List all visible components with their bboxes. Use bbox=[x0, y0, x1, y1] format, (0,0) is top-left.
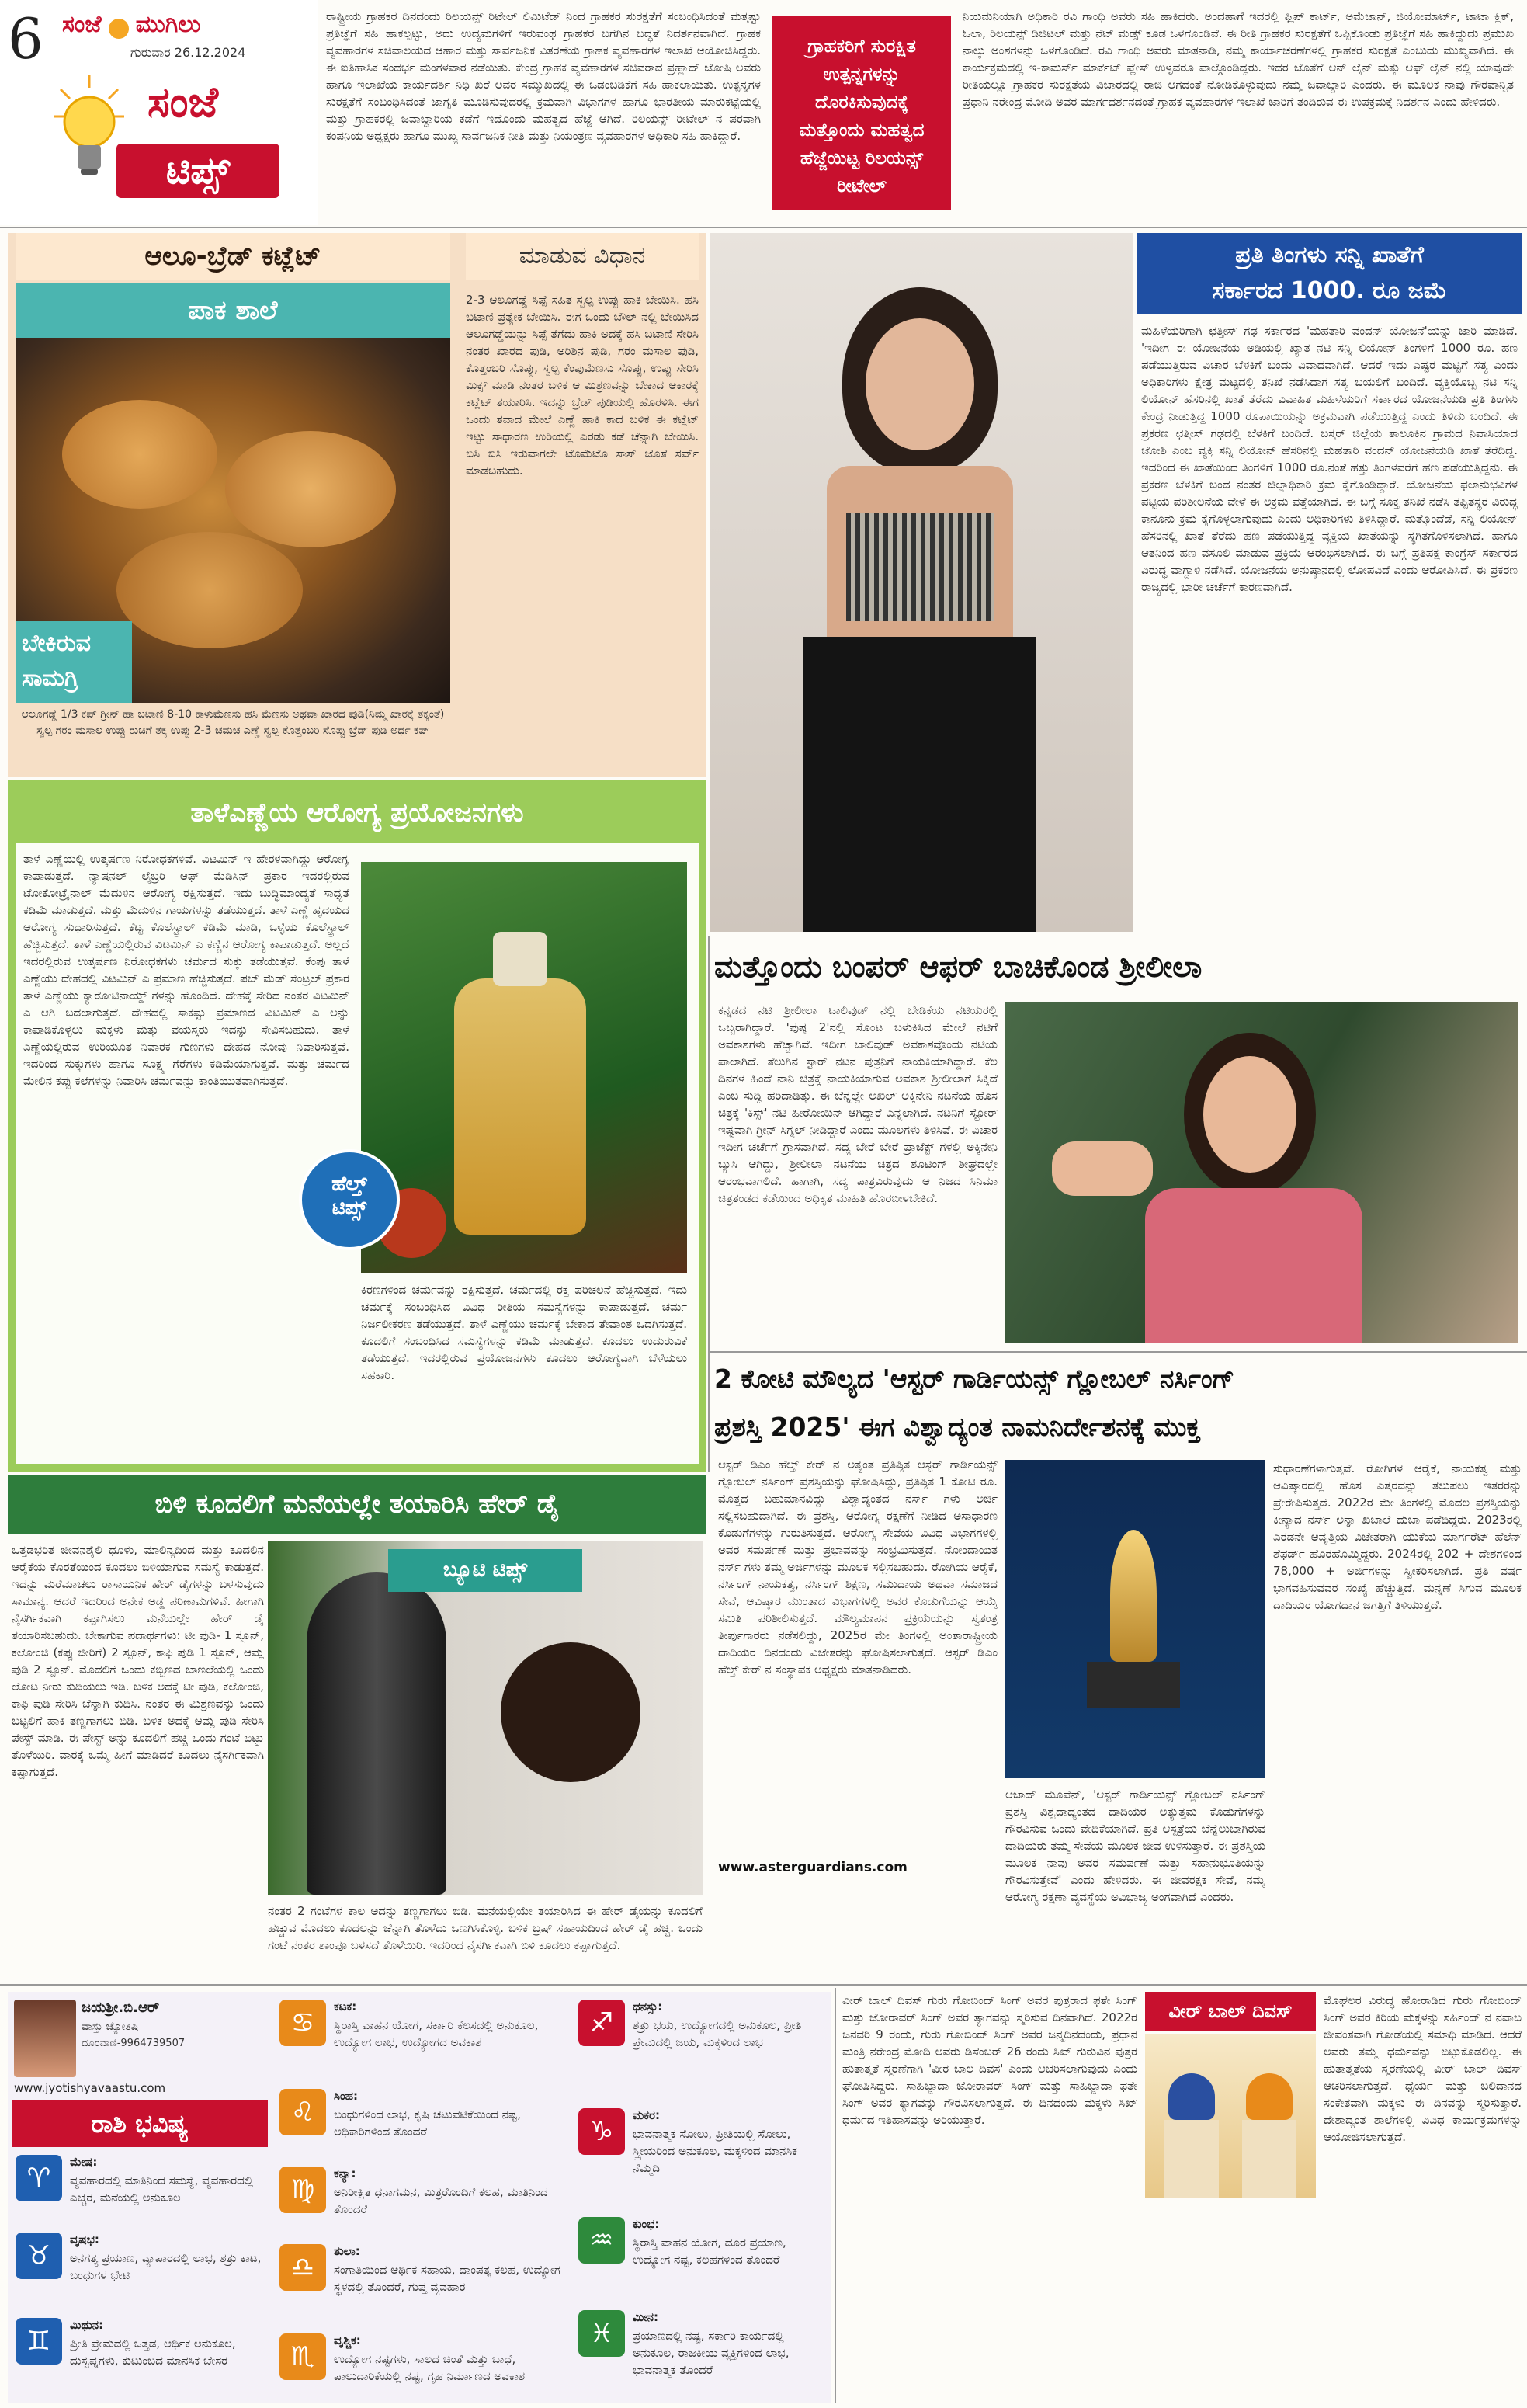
hair-photo bbox=[268, 1541, 703, 1895]
astrologer-role: ವಾಸ್ತು ಜ್ಯೋತಿಷಿ bbox=[82, 2021, 139, 2033]
virgo-icon: ♍ bbox=[279, 2167, 326, 2213]
veer-baal-body-2: ಮೊಘಲರ ವಿರುದ್ಧ ಹೋರಾಡಿದ ಗುರು ಗೋಬಿಂದ್ ಸಿಂಗ್ ಅವರ ಕಿರಿಯ ಮಕ್ಕಳನ್ನು ಸರ್ಹಿಂದ್ ನ ನವಾಬ ಜೀವಂತವಾಗಿ ಗೋಡೆಯಲ್ಲಿ ಸಮಾಧಿ ಮಾಡಿದ. ಆದರೆ ಅವರು ತಮ್ಮ ಧರ್ಮವನ್ನು ಬಿಟ್ಟುಕೊಡಲಿಲ್ಲ. ಈ ಹುತಾತ್ಮತೆಯ ಸ್ಮರಣೆಯಲ್ಲಿ ವೀರ್ ಬಾಲ್ ದಿವಸ್ ಆಚರಿಸಲಾಗುತ್ತದೆ. ಧೈರ್ಯ ಮತ್ತು ಬಲಿದಾನದ ಸಂಕೇತವಾಗಿ ಮಕ್ಕಳು ಈ ದಿನವನ್ನು ಸ್ಮರಿಸುತ್ತಾರೆ. ದೇಶಾದ್ಯಂತ ಶಾಲೆಗಳಲ್ಲಿ ವಿವಿಧ ಕಾರ್ಯಕ್ರಮಗಳನ್ನು ಆಯೋಜಿಸಲಾಗುತ್ತದೆ. bbox=[1324, 1993, 1522, 2144]
section-title-1: ಸಂಜೆ bbox=[147, 78, 219, 127]
gemini-text: ಪ್ರೀತಿ ಪ್ರೇಮದಲ್ಲಿ ಒತ್ತಡ, ಆರ್ಥಿಕ ಅನುಕೂಲ, ದುಸ್ವಪ್ನಗಳು, ಕುಟುಂಬದ ಮಾನಸಿಕ ಬೇಸರ bbox=[70, 2337, 236, 2368]
taurus-name: ವೃಷಭ: bbox=[70, 2233, 99, 2246]
award-photo bbox=[1005, 1460, 1265, 1778]
recipe-kitchen-label: ಪಾಕ ಶಾಲೆ bbox=[16, 283, 450, 338]
lightbulb-icon bbox=[54, 74, 124, 182]
scorpio-name: ವೃಶ್ಚಿಕ: bbox=[334, 2333, 361, 2347]
libra-text: ಸಂಗಾತಿಯಿಂದ ಆರ್ಥಿಕ ಸಹಾಯ, ದಾಂಪತ್ಯ ಕಲಹ, ಉದ್ಯೋಗ ಸ್ಥಳದಲ್ಲಿ ತೊಂದರೆ, ಗುಪ್ತ ವ್ಯವಹಾರ bbox=[334, 2263, 561, 2294]
hair-dye-body-2: ನಂತರ 2 ಗಂಟೆಗಳ ಕಾಲ ಅದನ್ನು ತಣ್ಣಗಾಗಲು ಬಿಡಿ. ಮನೆಯಲ್ಲಿಯೇ ತಯಾರಿಸಿದ ಈ ಹೇರ್ ಡೈಯನ್ನು ಕೂದಲಿಗೆ ಹಚ್ಚುವ ಮೊದಲು ಕೂದಲನ್ನು ಚೆನ್ನಾಗಿ ತೊಳೆದು ಒಣಗಿಸಿಕೊಳ್ಳಿ. ಬಳಿಕ ಬ್ರಷ್ ಸಹಾಯದಿಂದ ಹೇರ್ ಡೈ ಹಚ್ಚಿ. ಒಂದು ಗಂಟೆ ನಂತರ ಶಾಂಪೂ ಬಳಸದೆ ತೊಳೆಯಿರಿ. ಇದರಿಂದ ನೈಸರ್ಗಿಕವಾಗಿ ಬಿಳಿ ಕೂದಲು ಕಪ್ಪಾಗುತ್ತದೆ. bbox=[268, 1904, 703, 1952]
aquarius-name: ಕುಂಭ: bbox=[633, 2217, 660, 2231]
astrologer-name: ಜಯಶ್ರೀ.ಬಿ.ಆರ್ bbox=[82, 2000, 160, 2016]
aster-body-3: ಸುಧಾರಣೆಗಳಾಗುತ್ತವೆ. ರೋಗಿಗಳ ಆರೈಕೆ, ನಾಯಕತ್ವ ಮತ್ತು ಆವಿಷ್ಕಾರದಲ್ಲಿ ಹೊಸ ಎತ್ತರವನ್ನು ತಲುಪಲು ಇತರರನ್ನು ಪ್ರೇರೇಪಿಸುತ್ತದೆ. 2022ರ ಮೇ ತಿಂಗಳಲ್ಲಿ ಮೊದಲ ಪ್ರಶಸ್ತಿಯನ್ನು ಕೀನ್ಯಾದ ನರ್ಸ್ ಅನ್ನಾ ಖಬಾಲೆ ದುಬಾ ಪಡೆದಿದ್ದರು. 2023ರಲ್ಲಿ ಎರಡನೇ ಆವೃತ್ತಿಯ ವಿಜೇತರಾಗಿ ಯುಕೆಯ ಮಾರ್ಗರೆಟ್ ಹೆಲೆನ್ ಶೆಫರ್ಡ್ ಹೊರಹೊಮ್ಮಿದ್ದರು. 2024ರಲ್ಲಿ 202 + ದೇಶಗಳಿಂದ 78,000 + ಅರ್ಜಿಗಳನ್ನು ಸ್ವೀಕರಿಸಲಾಗಿದೆ. ಪ್ರತಿ ವರ್ಷ ಭಾಗವಹಿಸುವವರ ಸಂಖ್ಯೆ ಹೆಚ್ಚುತ್ತಿದೆ. ಮನ್ನಣೆ ಸಿಗುವ ಮೂಲಕ ದಾದಿಯರ ಯೋಗದಾನ ಜಗತ್ತಿಗೆ ತಿಳಿಯುತ್ತದೆ. bbox=[1273, 1461, 1522, 1612]
paper-name-1: ಸಂಜೆ bbox=[62, 11, 102, 38]
veer-baal-headline: ವೀರ್ ಬಾಲ್ ದಿವಸ್ bbox=[1145, 1992, 1316, 2031]
divider bbox=[710, 1351, 1527, 1353]
leo-name: ಸಿಂಹ: bbox=[334, 2089, 359, 2103]
aquarius-icon: ♒ bbox=[578, 2217, 625, 2264]
top-article-headline bbox=[772, 16, 951, 210]
hair-dye-headline: ಬಿಳಿ ಕೂದಲಿಗೆ ಮನೆಯಲ್ಲೇ ತಯಾರಿಸಿ ಹೇರ್ ಡೈ bbox=[8, 1475, 706, 1534]
sarkar-article-body: ಮಹಿಳೆಯರಿಗಾಗಿ ಛತ್ತೀಸ್ ಗಢ ಸರ್ಕಾರದ 'ಮಹತಾರಿ ವಂದನ್ ಯೋಜನೆ'ಯನ್ನು ಜಾರಿ ಮಾಡಿದೆ. 'ಇದೀಗ ಈ ಯೋಜನೆಯ ಅಡಿಯಲ್ಲಿ ಖ್ಯಾತ ನಟಿ ಸನ್ನಿ ಲಿಯೋನ್ ತಿಂಗಳಿಗೆ 1000 ರೂ. ಹಣ ಪಡೆಯುತ್ತಿರುವ ವಿಚಾರ ಬೆಳಕಿಗೆ ಬಂದು ವಿವಾದವಾಗಿದೆ. ಆದರೆ ಇದು ಎಷ್ಟರ ಮಟ್ಟಿಗೆ ಸತ್ಯ ಎಂದು ಅಧಿಕಾರಿಗಳು ಕ್ಷೇತ್ರ ಮಟ್ಟದಲ್ಲಿ ತನಿಖೆ ನಡೆಸಿದಾಗ ಸತ್ಯ ಬಯಲಿಗೆ ಬಂದಿದೆ. ವ್ಯಕ್ತಿಯೊಬ್ಬ ನಟಿ ಸನ್ನಿ ಲಿಯೋನ್ ಹೆಸರಿನಲ್ಲಿ ಖಾತೆ ತೆರೆದು ವಿವಾಹಿತ ಮಹಿಳೆಯರಿಗೆ ಸರ್ಕಾರದ ಯೋಜನೆಯಡಿ ಪ್ರತಿ ತಿಂಗಳು ಕೇಂದ್ರ ನೀಡುತ್ತಿದ್ದ 1000 ರೂಪಾಯಿಯನ್ನು ಅಕ್ರಮವಾಗಿ ಪಡೆಯುತ್ತಿದ್ದ ಎಂದು ತಿಳಿದು ಬಂದಿದೆ. ಈ ಪ್ರಕರಣ ಛತ್ತೀಸ್ ಗಢದಲ್ಲಿ ಬೆಳಕಿಗೆ ಬಂದಿದೆ. ಬಸ್ತರ್ ಜಿಲ್ಲೆಯ ತಾಲೂಕಿನ ಗ್ರಾಮದ ನಿವಾಸಿಯಾದ ಜೋಶಿ ಎಂಬ ವ್ಯಕ್ತಿ ಸನ್ನಿ ಲಿಯೋನ್ ಹೆಸರಿನಲ್ಲಿ ಮಹತಾರಿ ವಂದನ್ ಯೋಜನೆಯಡಿ ಖಾತೆ ತೆರೆದಿದ್ದ. ಇದರಿಂದ ಈ ಖಾತೆಯಿಂದ ತಿಂಗಳಿಗೆ 1000 ರೂ.ನಂತೆ ಹತ್ತು ತಿಂಗಳವರೆಗೆ ಹಣ ಪಡೆಯುತ್ತಿದ್ದನು. ಈ ಪ್ರಕರಣ ಬೆಳಕಿಗೆ ಬಂದ ನಂತರ ಜಿಲ್ಲಾಧಿಕಾರಿ ಕ್ರಮ ಕೈಗೊಂಡಿದ್ದಾರೆ. ಯೋಜನೆಯ ಫಲಾನುಭವಿಗಳ ಪಟ್ಟಿಯ ಪರಿಶೀಲನೆಯ ವೇಳೆ ಈ ಅಕ್ರಮ ಪತ್ತೆಯಾಗಿದೆ. ಈ ಬಗ್ಗೆ ಸೂಕ್ತ ತನಿಖೆ ನಡೆಸಿ ತಪ್ಪಿತಸ್ಥರ ವಿರುದ್ಧ ಕಾನೂನು ಕ್ರಮ ಕೈಗೊಳ್ಳಲಾಗುವುದು ಎಂದು ಅಧಿಕಾರಿಗಳು ತಿಳಿಸಿದ್ದಾರೆ. ಮತ್ತೊಂದೆಡೆ, ಸನ್ನಿ ಲಿಯೋನ್ ಹೆಸರಿನಲ್ಲಿ ಖಾತೆ ತೆರೆದು ಹಣ ಪಡೆಯುತ್ತಿದ್ದ ವ್ಯಕ್ತಿಯ ಖಾತೆಯನ್ನು ಸ್ಥಗಿತಗೊಳಿಸಲಾಗಿದೆ. ಹಾಗೂ ಆತನಿಂದ ಹಣ ವಸೂಲಿ ಮಾಡುವ ಪ್ರಕ್ರಿಯೆ ಆರಂಭಿಸಲಾಗಿದೆ. ಈ ಬಗ್ಗೆ ಪ್ರತಿಪಕ್ಷ ಕಾಂಗ್ರೆಸ್ ಸರ್ಕಾರದ ವಿರುದ್ಧ ವಾಗ್ದಾಳಿ ನಡೆಸಿದೆ. ಯೋಜನೆಯ ಅನುಷ್ಠಾನದಲ್ಲಿ ಲೋಪವಿದೆ ಎಂದು ಆರೋಪಿಸಿದೆ. ಈ ಪ್ರಕರಣ ರಾಜ್ಯದಲ್ಲಿ ಭಾರೀ ಚರ್ಚೆಗೆ ಕಾರಣವಾಗಿದೆ. bbox=[1141, 324, 1518, 594]
palm-oil-headline: ತಾಳೆಎಣ್ಣೆಯ ಆರೋಗ್ಯ ಪ್ರಯೋಜನಗಳು bbox=[190, 797, 524, 829]
leo-icon: ♌ bbox=[279, 2089, 326, 2135]
pisces-name: ಮೀನ: bbox=[633, 2310, 658, 2324]
astrologer-website[interactable]: www.jyotishyavaastu.com bbox=[14, 2081, 166, 2095]
aster-headline-1: 2 ಕೋಟಿ ಮೌಲ್ಯದ 'ಆಸ್ಟರ್ ಗಾರ್ಡಿಯನ್ಸ್ ಗ್ಲೋಬಲ್ ನರ್ಸಿಂಗ್ bbox=[714, 1364, 1235, 1394]
health-tips-badge bbox=[299, 1149, 400, 1250]
aries-icon: ♈ bbox=[16, 2155, 62, 2201]
sun-icon bbox=[109, 19, 129, 39]
top-article-col-1: ರಾಷ್ಟ್ರೀಯ ಗ್ರಾಹಕರ ದಿನದಂದು ರಿಲಯನ್ಸ್ ರಿಟೇಲ್ ಲಿಮಿಟೆಡ್ ನಿಂದ ಗ್ರಾಹಕರ ಸುರಕ್ಷತೆಗೆ ಸಂಬಂಧಿಸಿದಂತೆ ಮತ್ತಷ್ಟು ಪ್ರತಿಜ್ಞೆಗೆ ಸಹಿ ಹಾಕಲ್ಪಟ್ಟು, ಅದು ಉದ್ಯಮಗಳಿಗೆ ಇರುವಂಥ ಗ್ರಾಹಕರ ಬಗೆಗಿನ ಬದ್ಧತೆ ನಿದರ್ಶನವಾಗಿದೆ. ಗ್ರಾಹಕ ವ್ಯವಹಾರಗಳ ಸಚಿವಾಲಯದ ಆಹಾರ ಮತ್ತು ಸಾರ್ವಜನಿಕ ವಿತರಣೆಯ ಗ್ರಾಹಕ ವ್ಯವಹಾರಗಳ ಇಲಾಖೆ ಆಯೋಜಿಸಿದ್ದರು. ಈ ಐತಿಹಾಸಿಕ ಸಂದರ್ಭ ಮಂಗಳವಾರ ನಡೆಯಿತು. ಕೇಂದ್ರ ಗ್ರಾಹಕ ವ್ಯವಹಾರಗಳ ಸಚಿವರಾದ ಪ್ರಹ್ಲಾದ್ ಜೋಷಿ ಅವರು ಹಾಗೂ ಇಲಾಖೆಯ ಕಾರ್ಯದರ್ಶಿ ನಿಧಿ ಖರೆ ಅವರ ಸಮ್ಮುಖದಲ್ಲಿ ಈ ಒಡಂಬಡಿಕೆಗೆ ಸಹಿ ಹಾಕಲಾಯಿತು. ಉತ್ಪನ್ನಗಳ ಸುರಕ್ಷತೆಗೆ ಸಂಬಂಧಿಸಿದಂತೆ ಜಾಗೃತಿ ಮೂಡಿಸುವುದರಲ್ಲಿ ಕ್ರಮವಾಗಿ ವಿಭಾಗಗಳ ಹಾಗೂ ಭಾರತೀಯ ಮಾರುಕಟ್ಟೆಯಲ್ಲಿ ಮತ್ತು ಗ್ರಾಹಕರಲ್ಲಿ ಜವಾಬ್ದಾರಿಯ ಕಡೆಗೆ ಇದೊಂದು ಮಹತ್ವದ ಹೆಜ್ಜೆ ಆಗಿದೆ. ರಿಲಯನ್ಸ್ ರೀಟೇಲ್ ನ ಪರವಾಗಿ ಕಂಪನಿಯ ಅಧ್ಯಕ್ಷರು ಹಾಗೂ ಮುಖ್ಯ ಸಾರ್ವಜನಿಕ ನೀತಿ ಮತ್ತು ನಿಯಂತ್ರಣ ವ್ಯವಹಾರಗಳ ಅಧಿಕಾರಿ ಸಹಿ ಹಾಕಿದ್ದಾರೆ. bbox=[326, 9, 761, 143]
aries-text: ವ್ಯವಹಾರದಲ್ಲಿ ಮಾತಿನಿಂದ ಸಮಸ್ಯೆ, ವ್ಯವಹಾರದಲ್ಲಿ ಎಚ್ಚರ, ಮನೆಯಲ್ಲಿ ಅನುಕೂಲ bbox=[70, 2173, 254, 2205]
cancer-icon: ♋ bbox=[279, 2000, 326, 2046]
sreeleela-headline: ಮತ್ತೊಂದು ಬಂಪರ್ ಆಫರ್ ಬಾಚಿಕೊಂಡ ಶ್ರೀಲೀಲಾ bbox=[714, 950, 1203, 984]
virgo-text: ಅನಿರೀಕ್ಷಿತ ಧನಾಗಮನ, ಮಿತ್ರರೊಂದಿಗೆ ಕಲಹ, ಮಾತಿನಿಂದ ತೊಂದರೆ bbox=[334, 2185, 548, 2216]
aquarius-text: ಸ್ಥಿರಾಸ್ತಿ ವಾಹನ ಯೋಗ, ದೂರ ಪ್ರಯಾಣ, ಉದ್ಯೋಗ ನಷ್ಟ, ಕಲಹಗಳಿಂದ ತೊಂದರೆ bbox=[633, 2236, 786, 2267]
sarkar-article-headline bbox=[1137, 233, 1522, 314]
cancer-text: ಸ್ಥಿರಾಸ್ತಿ ವಾಹನ ಯೋಗ, ಸರ್ಕಾರಿ ಕೆಲಸದಲ್ಲಿ ಅನುಕೂಲ, ಉದ್ಯೋಗ ಲಾಭ, ಉದ್ಯೋಗದ ಅವಕಾಶ bbox=[334, 2018, 539, 2049]
actress-photo-sreeleela bbox=[1005, 1002, 1518, 1343]
recipe-title: ಆಲೂ-ಬ್ರೆಡ್ ಕಟ್ಲೆಟ್ bbox=[16, 233, 450, 280]
sagittarius-icon: ♐ bbox=[578, 2000, 625, 2046]
gemini-name: ಮಿಥುನ: bbox=[70, 2318, 104, 2332]
sagittarius-text: ಶತ್ರು ಭಯ, ಉದ್ಯೋಗದಲ್ಲಿ ಅನುಕೂಲ, ಪ್ರೀತಿ ಪ್ರೇಮದಲ್ಲಿ ಜಯ, ಮಕ್ಕಳಿಂದ ಲಾಭ bbox=[633, 2018, 802, 2049]
scorpio-icon: ♏ bbox=[279, 2333, 326, 2380]
aster-body-1: ಆಸ್ಟರ್ ಡಿಎಂ ಹೆಲ್ತ್ ಕೇರ್ ನ ಅತ್ಯಂತ ಪ್ರತಿಷ್ಠಿತ ಆಸ್ಟರ್ ಗಾರ್ಡಿಯನ್ಸ್ ಗ್ಲೋಬಲ್ ನರ್ಸಿಂಗ್ ಪ್ರಶಸ್ತಿಯನ್ನು ಘೋಷಿಸಿದ್ದು, ಪ್ರತಿಷ್ಠಿತ 1 ಕೋಟಿ ರೂ. ಮೊತ್ತದ ಬಹುಮಾನವಿದ್ದು ವಿಶ್ವಾದ್ಯಂತದ ನರ್ಸ್ ಗಳು ಅರ್ಜಿ ಸಲ್ಲಿಸಬಹುದಾಗಿದೆ. ಈ ಪ್ರಶಸ್ತಿ, ಆರೋಗ್ಯ ರಕ್ಷಣೆಗೆ ನೀಡಿದ ಅಸಾಧಾರಣ ಕೊಡುಗೆಗಳನ್ನು ಗುರುತಿಸುತ್ತದೆ. ಆರೋಗ್ಯ ಸೇವೆಯ ವಿವಿಧ ವಿಭಾಗಗಳಲ್ಲಿ ಅವರ ಸಮರ್ಪಣೆ ಮತ್ತು ಪ್ರಭಾವವನ್ನು ಸಂಭ್ರಮಿಸುತ್ತದೆ. ನೋಂದಾಯಿತ ನರ್ಸ್ ಗಳು ತಮ್ಮ ಅರ್ಜಿಗಳನ್ನು ಮೂಲಕ ಸಲ್ಲಿಸಬಹುದು. ರೋಗಿಯ ಆರೈಕೆ, ನರ್ಸಿಂಗ್ ನಾಯಕತ್ವ, ನರ್ಸಿಂಗ್ ಶಿಕ್ಷಣ, ಸಮುದಾಯ ಅಥವಾ ಸಮಾಜದ ಸೇವೆ, ಆವಿಷ್ಕಾರ ಮುಂತಾದ ವಿಭಾಗಗಳಲ್ಲಿ ಅವರ ಕೊಡುಗೆಯನ್ನು ಆಯ್ಕೆ ಸಮಿತಿ ಪರಿಶೀಲಿಸುತ್ತದೆ. ಮೌಲ್ಯಮಾಪನ ಪ್ರಕ್ರಿಯೆಯನ್ನು ಸ್ವತಂತ್ರ ತೀರ್ಪುಗಾರರು ನಡೆಸಲಿದ್ದು, 2025ರ ಮೇ ತಿಂಗಳಲ್ಲಿ ಅಂತಾರಾಷ್ಟ್ರೀಯ ದಾದಿಯರ ದಿನದಂದು ವಿಜೇತರನ್ನು ಘೋಷಿಸಲಾಗುತ್ತದೆ. ಆಸ್ಟರ್ ಡಿಎಂ ಹೆಲ್ತ್ ಕೇರ್ ನ ಸಂಸ್ಥಾಪಕ ಅಧ್ಯಕ್ಷರು ಮಾತನಾಡಿದರು. bbox=[718, 1458, 998, 1677]
section-title-2: ಟಿಪ್ಸ್ bbox=[116, 144, 279, 198]
paper-logo bbox=[62, 11, 311, 42]
capricorn-text: ಭಾವನಾತ್ಮಕ ಸೋಲು, ಪ್ರೀತಿಯಲ್ಲಿ ಸೋಲು, ಸ್ತ್ರೀಯರಿಂದ ಅನುಕೂಲ, ಮಕ್ಕಳಿಂದ ಮಾನಸಿಕ ನೆಮ್ಮದಿ bbox=[633, 2127, 798, 2175]
aster-website[interactable]: www.asterguardians.com bbox=[718, 1860, 908, 1875]
sreeleela-body: ಕನ್ನಡದ ನಟಿ ಶ್ರೀಲೀಲಾ ಟಾಲಿವುಡ್ ನಲ್ಲಿ ಬೇಡಿಕೆಯ ನಟಿಯರಲ್ಲಿ ಒಬ್ಬರಾಗಿದ್ದಾರೆ. 'ಪುಷ್ಪ 2'ನಲ್ಲಿ ಸೊಂಟ ಬಳುಕಿಸಿದ ಮೇಲೆ ನಟಿಗೆ ಅವಕಾಶಗಳು ಹೆಚ್ಚಾಗಿವೆ. ಇದೀಗ ಬಾಲಿವುಡ್ ಅವಕಾಶವೊಂದು ನಟಿಯ ಪಾಲಾಗಿದೆ. ತೆಲುಗಿನ ಸ್ಟಾರ್ ನಟನ ಪುತ್ರನಿಗೆ ನಾಯಕಿಯಾಗಿದ್ದಾರೆ. ಕೆಲ ದಿನಗಳ ಹಿಂದೆ ನಾನಿ ಚಿತ್ರಕ್ಕೆ ನಾಯಕಿಯಾಗುವ ಅವಕಾಶ ಶ್ರೀಲೀಲಾಗೆ ಸಿಕ್ಕಿದೆ ಎಂಬ ಸುದ್ದಿ ಹರಿದಾಡಿತ್ತು. ಈ ಬೆನ್ನಲ್ಲೇ ಅಖಿಲ್ ಅಕ್ಕಿನೇನಿ ನಟನೆಯ ಹೊಸ ಚಿತ್ರಕ್ಕೆ 'ಕಿಸ್ಸ್' ನಟಿ ಹೀರೋಯಿನ್ ಆಗಿದ್ದಾರೆ ಎನ್ನಲಾಗಿದೆ. ನಟನಿಗೆ ಸ್ಟೋರ್ ಇಷ್ಟವಾಗಿ ಗ್ರೀನ್ ಸಿಗ್ನಲ್ ನೀಡಿದ್ದಾರೆ ಎಂದು ಮೂಲಗಳು ತಿಳಿಸಿವೆ. ಈ ವಿಚಾರ ಇದೀಗ ಚರ್ಚೆಗೆ ಗ್ರಾಸವಾಗಿದೆ. ಸದ್ಯ ಬೇರೆ ಬೇರೆ ಪ್ರಾಜೆಕ್ಟ್ ಗಳಲ್ಲಿ ಅಕ್ಕಿನೇನಿ ಬ್ಯುಸಿ ಆಗಿದ್ದು, ಶ್ರೀಲೀಲಾ ನಟನೆಯ ಚಿತ್ರದ ಶೂಟಿಂಗ್ ಶೀಘ್ರದಲ್ಲೇ ಆರಂಭವಾಗಲಿದೆ. ಹಾಗಾಗಿ, ಸದ್ಯ ಪಾತ್ರವಿರುವುದು ಆ ನಿಜದ ಸಿನಿಮಾ ಚಿತ್ರತಂಡದ ಕಡೆಯಿಂದ ಅಧಿಕೃತ ಮಾಹಿತಿ ಹೊರಬೀಳಬೇಕಿದೆ. bbox=[718, 1003, 998, 1205]
palm-oil-body-1: ತಾಳೆ ಎಣ್ಣೆಯಲ್ಲಿ ಉತ್ಕರ್ಷಣ ನಿರೋಧಕಗಳಿವೆ. ವಿಟಮಿನ್ ಇ ಹೇರಳವಾಗಿದ್ದು ಆರೋಗ್ಯ ಕಾಪಾಡುತ್ತದೆ. ನ್ಯಾಷನಲ್ ಲೈಬ್ರರಿ ಆಫ್ ಮೆಡಿಸಿನ್ ಪ್ರಕಾರ ಇದರಲ್ಲಿರುವ ಟೋಕೋಟ್ರೈನಾಲ್ ಮೆದುಳಿನ ಆರೋಗ್ಯ ರಕ್ಷಿಸುತ್ತದೆ. ಇದು ಬುದ್ಧಿಮಾಂದ್ಯತೆ ಸಾಧ್ಯತೆ ಕಡಿಮೆ ಮಾಡುತ್ತದೆ. ಮತ್ತು ಮೆದುಳಿನ ಗಾಯಗಳನ್ನು ತಡೆಯುತ್ತದೆ. ತಾಳೆ ಎಣ್ಣೆ ಹೃದಯದ ಆರೋಗ್ಯ ಸುಧಾರಿಸುತ್ತದೆ. ಕೆಟ್ಟ ಕೊಲೆಸ್ಟ್ರಾಲ್ ಕಡಿಮೆ ಮಾಡಿ, ಒಳ್ಳೆಯ ಕೊಲೆಸ್ಟ್ರಾಲ್ ಹೆಚ್ಚಿಸುತ್ತದೆ. ತಾಳೆ ಎಣ್ಣೆಯಲ್ಲಿರುವ ವಿಟಮಿನ್ ಎ ಕಣ್ಣಿನ ಆರೋಗ್ಯ ಕಾಪಾಡುತ್ತದೆ. ಅಲ್ಲದೆ ಇದರಲ್ಲಿರುವ ಉತ್ಕರ್ಷಣ ನಿರೋಧಕಗಳು ಚರ್ಮದ ಸುಕ್ಕು ತಡೆಯುತ್ತವೆ. ಕೆಂಪು ತಾಳೆ ಎಣ್ಣೆಯು ದೇಹದಲ್ಲಿ ವಿಟಮಿನ್ ಎ ಪ್ರಮಾಣ ಹೆಚ್ಚಿಸುತ್ತದೆ. ಪಬ್ ಮೆಡ್ ಸೆಂಟ್ರಲ್ ಪ್ರಕಾರ ತಾಳೆ ಎಣ್ಣೆಯು ಕ್ಯಾರೋಟಿನಾಯ್ಡ್ ಗಳನ್ನು ಹೊಂದಿದೆ. ದೇಹಕ್ಕೆ ಸೇರಿದ ನಂತರ ವಿಟಮಿನ್ ಎ ಆಗಿ ಬದಲಾಗುತ್ತದೆ. ದೇಹದಲ್ಲಿ ಸಾಕಷ್ಟು ಪ್ರಮಾಣದ ವಿಟಮಿನ್ ಎ ಅನ್ನು ಕಾಪಾಡಿಕೊಳ್ಳಲು ಮಕ್ಕಳು ಮತ್ತು ವಯಸ್ಕರು ಇದನ್ನು ಸೇವಿಸಬಹುದು. ತಾಳೆ ಎಣ್ಣೆಯಲ್ಲಿರುವ ಉರಿಯೂತ ನಿವಾರಕ ಗುಣಗಳು ದೇಹದ ನೋವು ನಿವಾರಿಸುತ್ತವೆ. ಇದರಿಂದ ಸುಕ್ಕುಗಳು ಹಾಗೂ ಸೂಕ್ಷ್ಮ ಗೆರೆಗಳು ಕಡಿಮೆಯಾಗುತ್ತವೆ. ಮತ್ತು ಚರ್ಮದ ಮೇಲಿನ ಕಪ್ಪು ಕಲೆಗಳನ್ನು ನಿವಾರಿಸಿ ಚರ್ಮವನ್ನು ಕಾಂತಿಯುತವಾಗಿಸುತ್ತದೆ. bbox=[23, 852, 349, 1088]
gemini-icon: ♊ bbox=[16, 2318, 62, 2365]
top-article-col-2: ನಿಯಮನಿಯಾಗಿ ಅಧಿಕಾರಿ ರವಿ ಗಾಂಧಿ ಅವರು ಸಹಿ ಹಾಕಿದರು. ಅಂದಹಾಗೆ ಇದರಲ್ಲಿ ಫ್ಲಿಪ್ ಕಾರ್ಟ್, ಅಮೆಜಾನ್, ಜಿಯೋಮಾರ್ಟ್, ಟಾಟಾ ಕ್ಲಿಕ್, ಓಲಾ, ರಿಲಯನ್ಸ್ ಡಿಜಿಟಲ್ ಮತ್ತು ನೆಟ್ ಮೆಡ್ಸ್ ಕೂಡ ಒಳಗೊಂಡಿವೆ. ಈ ರೀತಿ ಗ್ರಾಹಕರ ಸುರಕ್ಷತೆಗೆ ಒಪ್ಪಿಕೊಂಡು ಪ್ರತಿಜ್ಞೆಗೆ ಸಹಿ ಹಾಕಿದ್ದುದು ಪ್ರಮುಖ ನಾಲ್ಕು ಅಂಶಗಳನ್ನು ಒಳಗೊಂಡಿದೆ. ರವಿ ಗಾಂಧಿ ಅವರು ಮಾತನಾಡಿ, ನಮ್ಮ ಕಾರ್ಯಾಚರಣೆಗಳಲ್ಲಿ ಗ್ರಾಹಕರ ಸುರಕ್ಷತೆ ಎಂಬುದು ಮುಖ್ಯವಾಗಿದೆ. ಈ ಕಾರ್ಯಕ್ರಮದಲ್ಲಿ ಇ-ಕಾಮರ್ಸ್ ಮಾರ್ಕೆಟ್ ಪ್ಲೇಸ್ ಉಳ್ಳವರೂ ಪಾಲ್ಗೊಂಡಿದ್ದರು. ಇದರ ಜೊತೆಗೆ ಆನ್ ಲೈನ್ ಮತ್ತು ಆಫ್ ಲೈನ್ ನಲ್ಲಿ ಯಾವುದೇ ರೀತಿಯಲ್ಲೂ ಗ್ರಾಹಕರ ಸುರಕ್ಷತೆಯ ವಿಚಾರದಲ್ಲಿ ರಾಜಿ ಆಗದಂತೆ ನೋಡಿಕೊಳ್ಳುವುದು ನಮ್ಮ ಜವಾಬ್ದಾರಿ ಎಂದರು. ಈ ಮೂಲಕ ನಾವು ಗೌರವಾನ್ವಿತ ಪ್ರಧಾನಿ ನರೇಂದ್ರ ಮೋದಿ ಅವರ ಮಾರ್ಗದರ್ಶನದಂತೆ ಗ್ರಾಹಕ ವ್ಯವಹಾರಗಳ ಇಲಾಖೆ ಜಾರಿಗೆ ತಂದಿರುವ ಈ ಉಪಕ್ರಮಕ್ಕೆ ನಿದರ್ಶನ ಎಂದು ಹೇಳಿದರು. bbox=[963, 9, 1514, 109]
aster-headline-2: ಪ್ರಶಸ್ತಿ 2025' ಈಗ ವಿಶ್ವಾದ್ಯಂತ ನಾಮನಿರ್ದೇಶನಕ್ಕೆ ಮುಕ್ತ bbox=[714, 1412, 1201, 1442]
divider bbox=[708, 936, 710, 1472]
leo-text: ಬಂಧುಗಳಿಂದ ಲಾಭ, ಕೃಷಿ ಚಟುವಟಿಕೆಯಿಂದ ನಷ್ಟ, ಅಧಿಕಾರಿಗಳಿಂದ ತೊಂದರೆ bbox=[334, 2107, 522, 2139]
veer-baal-body-1: ವೀರ್ ಬಾಲ್ ದಿವಸ್ ಗುರು ಗೋಬಿಂದ್ ಸಿಂಗ್ ಅವರ ಪುತ್ರರಾದ ಫತೇ ಸಿಂಗ್ ಮತ್ತು ಜೋರಾವರ್ ಸಿಂಗ್ ಅವರ ತ್ಯಾಗವನ್ನು ಸ್ಮರಿಸುವ ದಿನವಾಗಿದೆ. 2022ರ ಜನವರಿ 9 ರಂದು, ಗುರು ಗೋಬಿಂದ್ ಸಿಂಗ್ ಅವರ ಜನ್ಮದಿನದಂದು, ಪ್ರಧಾನ ಮಂತ್ರಿ ನರೇಂದ್ರ ಮೋದಿ ಅವರು ಡಿಸೆಂಬರ್ 26 ರಂದು ಸಿಖ್ ಗುರುವಿನ ಪುತ್ರರ ಹುತಾತ್ಮತೆ ಸ್ಮರಣೆಗಾಗಿ 'ವೀರ ಬಾಲ ದಿವಸ' ಎಂದು ಆಚರಿಸಲಾಗುವುದು ಎಂದು ಘೋಷಿಸಿದ್ದರು. ಸಾಹಿಬ್ಜಾದಾ ಜೋರಾವರ್ ಸಿಂಗ್ ಮತ್ತು ಸಾಹಿಬ್ಜಾದಾ ಫತೇ ಸಿಂಗ್ ಅವರ ತ್ಯಾಗವನ್ನು ಗೌರವಿಸಲಾಗುತ್ತದೆ. ಈ ದಿನದಂದು ಮಕ್ಕಳು ಸಿಖ್ ಧರ್ಮದ ಇತಿಹಾಸವನ್ನು ಅರಿಯುತ್ತಾರೆ. bbox=[842, 1993, 1137, 2127]
veer-baal-illustration bbox=[1145, 2034, 1316, 2198]
hair-dye-body-1: ಒತ್ತಡಭರಿತ ಜೀವನಶೈಲಿ ಧೂಳು, ಮಾಲಿನ್ಯದಿಂದ ಮತ್ತು ಕೂದಲಿನ ಆರೈಕೆಯ ಕೊರತೆಯಿಂದ ಕೂದಲು ಬಿಳಿಯಾಗುವ ಸಮಸ್ಯೆ ಕಾಡುತ್ತದೆ. ಇದನ್ನು ಮರೆಮಾಚಲು ರಾಸಾಯನಿಕ ಹೇರ್ ಡೈಗಳನ್ನು ಬಳಸುವುದು ಸಾಮಾನ್ಯ. ಆದರೆ ಇದರಿಂದ ಅನೇಕ ಅಡ್ಡ ಪರಿಣಾಮಗಳಿವೆ. ಹೀಗಾಗಿ ನೈಸರ್ಗಿಕವಾಗಿ ಕಪ್ಪಾಗಿಸಲು ಮನೆಯಲ್ಲೇ ಹೇರ್ ಡೈ ತಯಾರಿಸಬಹುದು. ಬೇಕಾಗುವ ಪದಾರ್ಥಗಳು: ಟೀ ಪುಡಿ- 1 ಸ್ಪೂನ್, ಕಲೋಂಜಿ (ಕಪ್ಪು ಜೀರಿಗೆ) 2 ಸ್ಪೂನ್, ಕಾಫಿ ಪುಡಿ 1 ಸ್ಪೂನ್, ಆಮ್ಲ ಪುಡಿ 2 ಸ್ಪೂನ್. ಮೊದಲಿಗೆ ಒಂದು ಕಬ್ಬಿಣದ ಬಾಣಲೆಯಲ್ಲಿ ಒಂದು ಲೋಟ ನೀರು ಕುದಿಯಲು ಇಡಿ. ಬಳಿಕ ಅದಕ್ಕೆ ಟೀ ಪುಡಿ, ಕಲೋಂಜಿ, ಕಾಫಿ ಪುಡಿ ಸೇರಿಸಿ ಚೆನ್ನಾಗಿ ಕುದಿಸಿ. ನಂತರ ಈ ಮಿಶ್ರಣವನ್ನು ಒಂದು ಬಟ್ಟಲಿಗೆ ಹಾಕಿ ತಣ್ಣಗಾಗಲು ಬಿಡಿ. ಬಳಿಕ ಅದಕ್ಕೆ ಆಮ್ಲ ಪುಡಿ ಸೇರಿಸಿ ಪೇಸ್ಟ್ ಮಾಡಿ. ಈ ಪೇಸ್ಟ್ ಅನ್ನು ಕೂದಲಿಗೆ ಹಚ್ಚಿ ಒಂದು ಗಂಟೆ ಬಿಟ್ಟು ತೊಳೆಯಿರಿ. ವಾರಕ್ಕೆ ಒಮ್ಮೆ ಹೀಗೆ ಮಾಡಿದರೆ ಕೂದಲು ನೈಸರ್ಗಿಕವಾಗಿ ಕಪ್ಪಾಗುತ್ತದೆ. bbox=[12, 1543, 264, 1779]
top-article-headline-text: ಗ್ರಾಹಕರಿಗೆ ಸುರಕ್ಷಿತ ಉತ್ಪನ್ನಗಳನ್ನು ದೊರಕಿಸುವುದಕ್ಕೆ ಮತ್ತೊಂದು ಮಹತ್ವದ ಹೆಜ್ಜೆಯಿಟ್ಟ ರಿಲಯನ್ಸ್ ರೀಟೇಲ್ bbox=[799, 36, 925, 196]
divider bbox=[0, 1984, 1527, 1986]
masthead bbox=[0, 0, 318, 225]
taurus-icon: ♉ bbox=[16, 2233, 62, 2279]
sarkar-headline-1: ಪ್ರತಿ ತಿಂಗಳು ಸನ್ನಿ ಖಾತೆಗೆ bbox=[1235, 241, 1424, 269]
palm-oil-body-2: ಕಿರಣಗಳಿಂದ ಚರ್ಮವನ್ನು ರಕ್ಷಿಸುತ್ತದೆ. ಚರ್ಮದಲ್ಲಿ ರಕ್ತ ಪರಿಚಲನೆ ಹೆಚ್ಚಿಸುತ್ತದೆ. ಇದು ಚರ್ಮಕ್ಕೆ ಸಂಬಂಧಿಸಿದ ವಿವಿಧ ರೀತಿಯ ಸಮಸ್ಯೆಗಳನ್ನು ಕಾಪಾಡುತ್ತದೆ. ಚರ್ಮ ನಿರ್ಜಲೀಕರಣ ತಡೆಯುತ್ತದೆ. ತಾಳೆ ಎಣ್ಣೆಯು ಚರ್ಮಕ್ಕೆ ಬೇಕಾದ ತೇವಾಂಶ ಒದಗಿಸುತ್ತದೆ. ಕೂದಲಿಗೆ ಸಂಬಂಧಿಸಿದ ಸಮಸ್ಯೆಗಳನ್ನು ಕಡಿಮೆ ಮಾಡುತ್ತದೆ. ಕೂದಲು ಉದುರುವಿಕೆ ತಡೆಯುತ್ತದೆ. ಇದರಲ್ಲಿರುವ ಪ್ರಯೋಜನಗಳು ಕೂದಲು ಆರೋಗ್ಯವಾಗಿ ಬೆಳೆಯಲು ಸಹಕಾರಿ. bbox=[361, 1283, 687, 1382]
taurus-text: ಅನಗತ್ಯ ಪ್ರಯಾಣ, ವ್ಯಾಪಾರದಲ್ಲಿ ಲಾಭ, ಶತ್ರು ಕಾಟ, ಬಂಧುಗಳ ಭೇಟಿ bbox=[70, 2251, 262, 2282]
issue-date: ಗುರುವಾರ 26.12.2024 bbox=[130, 45, 246, 60]
sarkar-headline-2: ಸರ್ಕಾರದ 1000. ರೂ ಜಮೆ bbox=[1212, 277, 1447, 304]
recipe-ingredients: ಆಲೂಗಡ್ಡೆ 1/3 ಕಪ್ ಗ್ರೀನ್ ಹಾ ಬಟಾಣಿ 8-10 ಕಾಳುಮೆಣಸು ಹಸಿ ಮೆಣಸು ಅಥವಾ ಖಾರದ ಪುಡಿ(ನಿಮ್ಮ ಖಾರಕ್ಕೆ ತಕ್ಕಂತೆ) ಸ್ವಲ್ಪ ಗರಂ ಮಸಾಲ ಉಪ್ಪು ರುಚಿಗೆ ತಕ್ಕ ಉಪ್ಪು 2-3 ಚಮಚ ಎಣ್ಣೆ ಸ್ವಲ್ಪ ಕೊತ್ತಂಬರಿ ಸೊಪ್ಪು ಬ್ರೆಡ್ ಪುಡಿ ಅರ್ಧ ಕಪ್ bbox=[21, 708, 445, 737]
cancer-name: ಕಟಕ: bbox=[334, 2000, 357, 2014]
palm-oil-photo bbox=[361, 862, 687, 1273]
scorpio-text: ಉದ್ಯೋಗ ನಷ್ಟಗಳು, ಸಾಲದ ಚಿಂತೆ ಮತ್ತು ಬಾಧೆ, ಪಾಲುದಾರಿಕೆಯಲ್ಲಿ ನಷ್ಟ, ಗೃಹ ನಿರ್ಮಾಣದ ಅವಕಾಶ bbox=[334, 2352, 526, 2383]
beauty-tips-tag: ಬ್ಯೂಟಿ ಟಿಪ್ಸ್ bbox=[388, 1549, 582, 1592]
capricorn-name: ಮಕರ: bbox=[633, 2108, 660, 2122]
recipe-method-label: ಮಾಡುವ ವಿಧಾನ bbox=[466, 233, 699, 280]
horoscope-title: ರಾಶಿ ಭವಿಷ್ಯ bbox=[12, 2100, 268, 2147]
capricorn-icon: ♑ bbox=[578, 2108, 625, 2155]
page-number: 6 bbox=[8, 6, 43, 71]
sagittarius-name: ಧನಸ್ಸು: bbox=[633, 2000, 663, 2014]
astrologer-phone: ದೂರವಾಣಿ-9964739507 bbox=[82, 2038, 186, 2049]
actress-photo-sunny bbox=[710, 233, 1133, 932]
paper-name-2: ಮುಗಿಲು bbox=[135, 11, 201, 38]
divider bbox=[0, 227, 1527, 228]
divider bbox=[835, 1988, 836, 2403]
recipe-method: 2-3 ಆಲೂಗಡ್ಡೆ ಸಿಪ್ಪೆ ಸಹಿತ ಸ್ವಲ್ಪ ಉಪ್ಪು ಹಾಕಿ ಬೇಯಿಸಿ. ಹಸಿ ಬಟಾಣಿ ಪ್ರತ್ಯೇಕ ಬೇಯಿಸಿ. ಈಗ ಒಂದು ಬೌಲ್ ನಲ್ಲಿ ಬೇಯಿಸಿದ ಆಲೂಗಡ್ಡೆಯನ್ನು ಸಿಪ್ಪೆ ತೆಗೆದು ಹಾಕಿ ಅದಕ್ಕೆ ಹಸಿ ಬಟಾಣಿ ಸೇರಿಸಿ ನಂತರ ಖಾರದ ಪುಡಿ, ಅರಿಶಿನ ಪುಡಿ, ಗರಂ ಮಸಾಲ ಪುಡಿ, ಕೊತ್ತಂಬರಿ ಸೊಪ್ಪು, ಸ್ವಲ್ಪ ಕೆಂಪುಮೆಣಸು ಸೊಪ್ಪು, ಉಪ್ಪು ಸೇರಿಸಿ ಮಿಕ್ಸ್ ಮಾಡಿ ನಂತರ ಬಳಿಕ ಆ ಮಿಶ್ರಣವನ್ನು ಬೇಕಾದ ಆಕಾರಕ್ಕೆ ಕಟ್ಲೆಟ್ ತಯಾರಿಸಿ. ಇದನ್ನು ಬ್ರೆಡ್ ಪುಡಿಯಲ್ಲಿ ಹೊರಳಿಸಿ. ಈಗ ಒಂದು ತವಾದ ಮೇಲೆ ಎಣ್ಣೆ ಹಾಕಿ ಕಾದ ಬಳಿಕ ಈ ಕಟ್ಲೆಟ್ ಇಟ್ಟು ಸಾಧಾರಣ ಉರಿಯಲ್ಲಿ ಎರಡು ಕಡೆ ಚೆನ್ನಾಗಿ ಬೇಯಿಸಿ. ಬಿಸಿ ಬಿಸಿ ಇರುವಾಗಲೇ ಟೊಮೆಟೊ ಸಾಸ್ ಜೊತೆ ಸರ್ವ್ ಮಾಡಬಹುದು. bbox=[466, 293, 699, 478]
pisces-icon: ♓ bbox=[578, 2310, 625, 2357]
health-badge-1: ಹೆಲ್ತ್ bbox=[331, 1173, 367, 1196]
recipe-ingredients-label: ಬೇಕಿರುವ ಸಾಮಗ್ರಿ bbox=[16, 621, 132, 703]
virgo-name: ಕನ್ಯಾ: bbox=[334, 2167, 356, 2180]
health-badge-2: ಟಿಪ್ಸ್ bbox=[331, 1197, 367, 1220]
astrologer-photo bbox=[14, 2000, 76, 2077]
libra-icon: ♎ bbox=[279, 2244, 326, 2291]
aster-body-2: ಆಜಾದ್ ಮೂಪೆನ್, 'ಆಸ್ಟರ್ ಗಾರ್ಡಿಯನ್ಸ್ ಗ್ಲೋಬಲ್ ನರ್ಸಿಂಗ್ ಪ್ರಶಸ್ತಿ ವಿಶ್ವದಾದ್ಯಂತದ ದಾದಿಯರ ಅತ್ಯುತ್ತಮ ಕೊಡುಗೆಗಳನ್ನು ಗೌರವಿಸುವ ಒಂದು ವೇದಿಕೆಯಾಗಿದೆ. ಪ್ರತಿ ಆಸ್ಪತ್ರೆಯ ಬೆನ್ನೆಲುಬಾಗಿರುವ ದಾದಿಯರು ತಮ್ಮ ಸೇವೆಯ ಮೂಲಕ ಜೀವ ಉಳಿಸುತ್ತಾರೆ. ಈ ಪ್ರಶಸ್ತಿಯ ಮೂಲಕ ನಾವು ಅವರ ಸಮರ್ಪಣೆ ಮತ್ತು ಸಹಾನುಭೂತಿಯನ್ನು ಗೌರವಿಸುತ್ತೇವೆ' ಎಂದು ಹೇಳಿದರು. ಈ ಜೀವರಕ್ಷಕ ಸೇವೆ, ನಮ್ಮ ಆರೋಗ್ಯ ರಕ್ಷಣಾ ವ್ಯವಸ್ಥೆಯ ಅವಿಭಾಜ್ಯ ಅಂಗವಾಗಿದೆ ಎಂದರು. bbox=[1005, 1788, 1265, 1904]
libra-name: ತುಲಾ: bbox=[334, 2244, 360, 2258]
aries-name: ಮೇಷ: bbox=[70, 2155, 98, 2169]
pisces-text: ಪ್ರಯಾಣದಲ್ಲಿ ನಷ್ಟ, ಸರ್ಕಾರಿ ಕಾರ್ಯದಲ್ಲಿ ಅನುಕೂಲ, ರಾಜಕೀಯ ವ್ಯಕ್ತಿಗಳಿಂದ ಲಾಭ, ಭಾವನಾತ್ಮಕ ತೊಂದರೆ bbox=[633, 2329, 790, 2377]
